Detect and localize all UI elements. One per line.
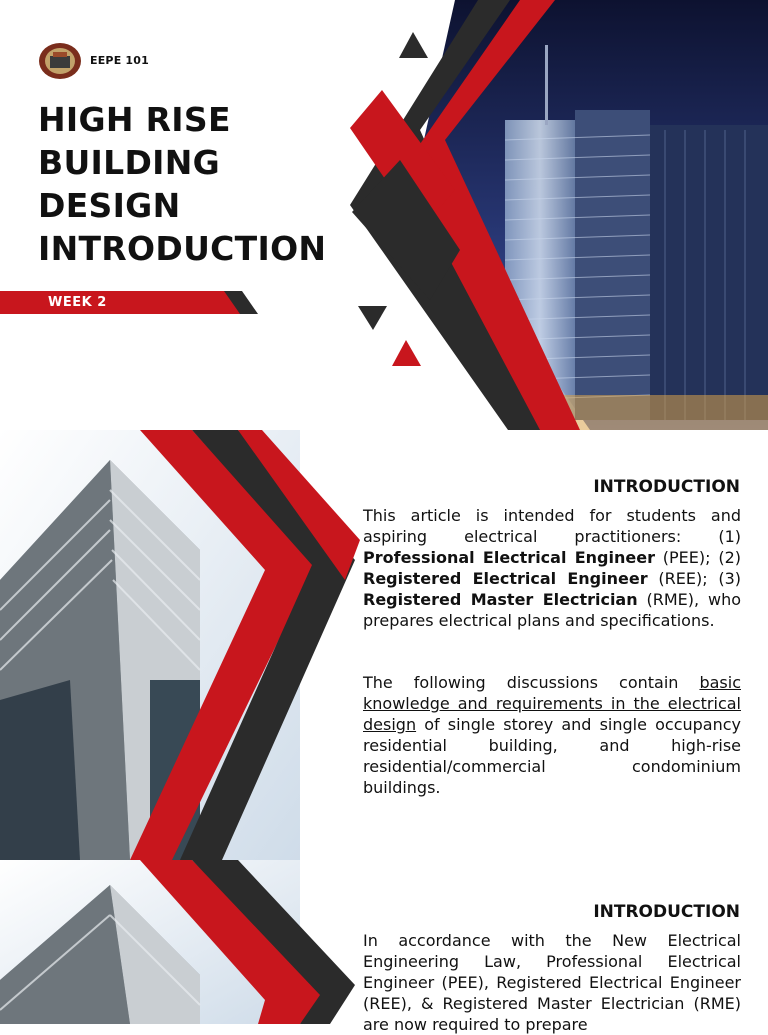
slide-title [0, 0, 768, 430]
triangle-red-bottom [392, 340, 421, 366]
title-line: DESIGN [38, 186, 181, 225]
text-run: This article is intended for students and aspiring electrical practitioners: (1) [363, 506, 741, 546]
intro-paragraph-3: In accordance with the New Electrical Engineering Law, Professional Electrical Engineer (PEE), Registered Electrical Engineer (REE), & Registered Master Electrician (RME) are now required to prepare [363, 931, 741, 1034]
underlined-text: basic knowledge and requirements in the electrical design [363, 673, 741, 734]
text-run: of single storey and single occupancy residential building, and high-rise residential/commercial condominium buildings. [363, 715, 741, 797]
section-heading: INTRODUCTION [593, 477, 740, 497]
bold-term: Registered Master Electrician [363, 590, 638, 609]
slide-introduction-2 [0, 860, 768, 1034]
text-run: (RME), who prepares electrical plans and specifications. [363, 590, 741, 630]
text-run: (PEE); (2) [654, 548, 741, 567]
title-line: INTRODUCTION [38, 229, 327, 268]
section-heading: INTRODUCTION [593, 902, 740, 922]
week-band [0, 291, 252, 314]
text-run: (REE); (3) [647, 569, 742, 588]
intro-paragraph-2 [363, 672, 741, 798]
intro-paragraph-1 [363, 505, 741, 631]
week-label: WEEK 2 [48, 295, 107, 310]
title-line: HIGH RISE [38, 100, 231, 139]
triangle-dark-top [399, 32, 428, 58]
slide-introduction-1 [0, 430, 768, 860]
text-run: The following discussions contain [363, 673, 700, 692]
bold-term: Registered Electrical Engineer [363, 569, 648, 588]
bold-term: Professional Electrical Engineer [363, 548, 655, 567]
title-line: BUILDING [38, 143, 221, 182]
university-logo [38, 42, 82, 80]
triangle-dark-mid [358, 306, 387, 330]
course-code: EEPE 101 [90, 54, 149, 67]
page-title [38, 98, 358, 270]
